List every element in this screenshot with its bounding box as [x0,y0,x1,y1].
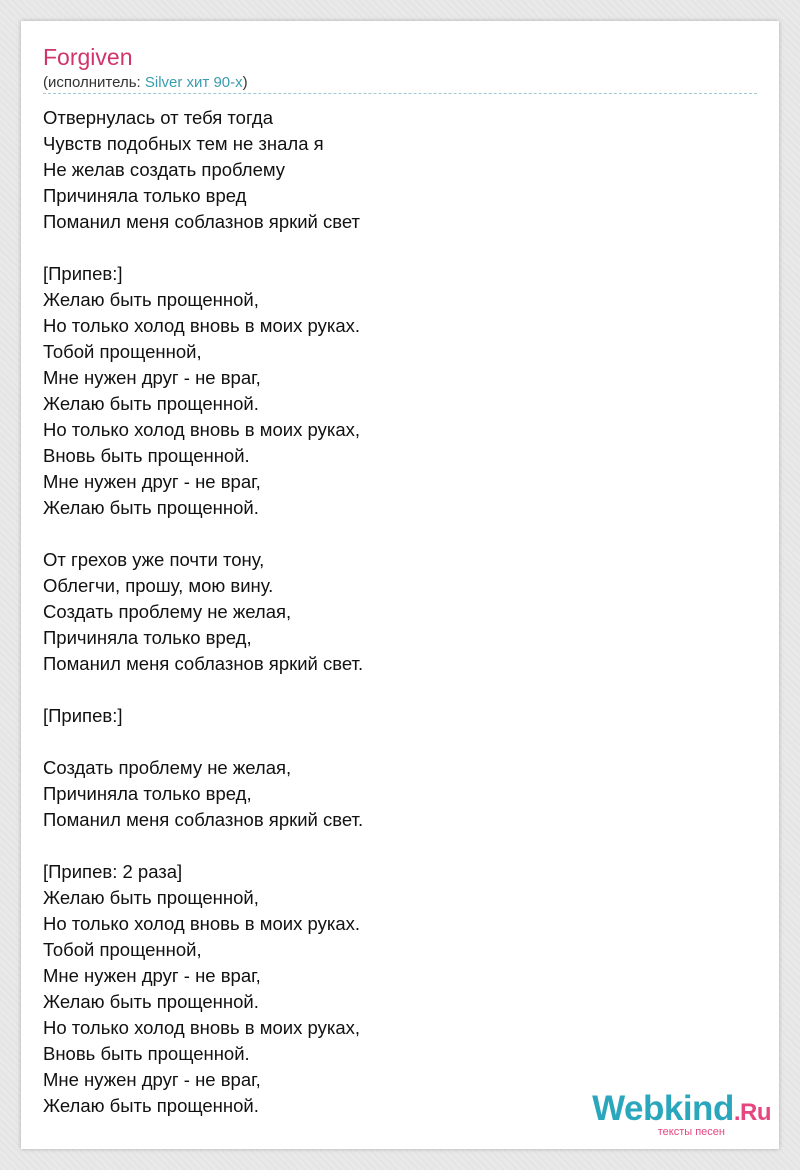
lyric-line: [Припев:] [43,705,123,726]
artist-prefix: (исполнитель: [43,74,145,91]
lyric-line: Желаю быть прощенной. [43,497,259,518]
lyric-blank-line [43,677,743,703]
lyric-line: Причиняла только вред [43,185,247,206]
artist-suffix: ) [242,74,248,91]
lyric-line: Отвернулась от тебя тогда [43,107,273,128]
lyric-line: Мне нужен друг - не враг, [43,471,261,492]
lyric-line: Причиняла только вред, [43,783,252,804]
lyric-line: Тобой прощенной, [43,341,202,362]
lyric-line: Создать проблему не желая, [43,601,292,622]
lyric-line: Желаю быть прощенной, [43,289,259,310]
logo-subtitle: тексты песен [657,1126,725,1138]
artist-link[interactable]: Silver хит 90-х [144,74,243,91]
lyrics-card [21,21,779,1149]
lyric-line: [Припев: 2 раза] [43,861,183,882]
lyric-line: Вновь быть прощенной. [43,445,250,466]
lyric-line: Поманил меня соблазнов яркий свет. [43,809,364,830]
lyric-line: Не желав создать проблему [43,159,286,180]
lyric-line: Желаю быть прощенной. [43,393,259,414]
title-divider [43,93,757,94]
logo-tld: .Ru [733,1099,771,1126]
lyric-line: Но только холод вновь в моих руках, [43,419,360,440]
lyric-line: Тобой прощенной, [43,939,202,960]
lyric-line: Чувств подобных тем не знала я [43,133,324,154]
lyric-line: Мне нужен друг - не враг, [43,965,261,986]
lyrics-text [43,105,743,1119]
song-title: Forgiven [43,44,133,70]
lyric-line: [Припев:] [43,263,123,284]
lyric-line: Желаю быть прощенной, [43,887,259,908]
lyric-line: Вновь быть прощенной. [43,1043,250,1064]
logo-main-text: Webkind [592,1089,734,1128]
lyric-line: Поманил меня соблазнов яркий свет [43,211,361,232]
lyric-line: Но только холод вновь в моих руках. [43,315,360,336]
lyric-line: Желаю быть прощенной. [43,1095,259,1116]
lyric-blank-line [43,235,743,261]
lyric-line: Но только холод вновь в моих руках. [43,913,360,934]
lyric-line: Мне нужен друг - не враг, [43,1069,261,1090]
lyric-blank-line [43,833,743,859]
lyric-line: Мне нужен друг - не враг, [43,367,261,388]
lyric-line: Поманил меня соблазнов яркий свет. [43,653,364,674]
lyric-line: Облегчи, прошу, мою вину. [43,575,274,596]
lyric-line: Создать проблему не желая, [43,757,292,778]
lyric-line: Причиняла только вред, [43,627,252,648]
site-logo[interactable] [571,1089,771,1139]
lyric-blank-line [43,729,743,755]
artist-line [43,74,248,92]
lyric-blank-line [43,521,743,547]
lyric-line: Но только холод вновь в моих руках, [43,1017,360,1038]
lyric-line: От грехов уже почти тону, [43,549,265,570]
lyric-line: Желаю быть прощенной. [43,991,259,1012]
